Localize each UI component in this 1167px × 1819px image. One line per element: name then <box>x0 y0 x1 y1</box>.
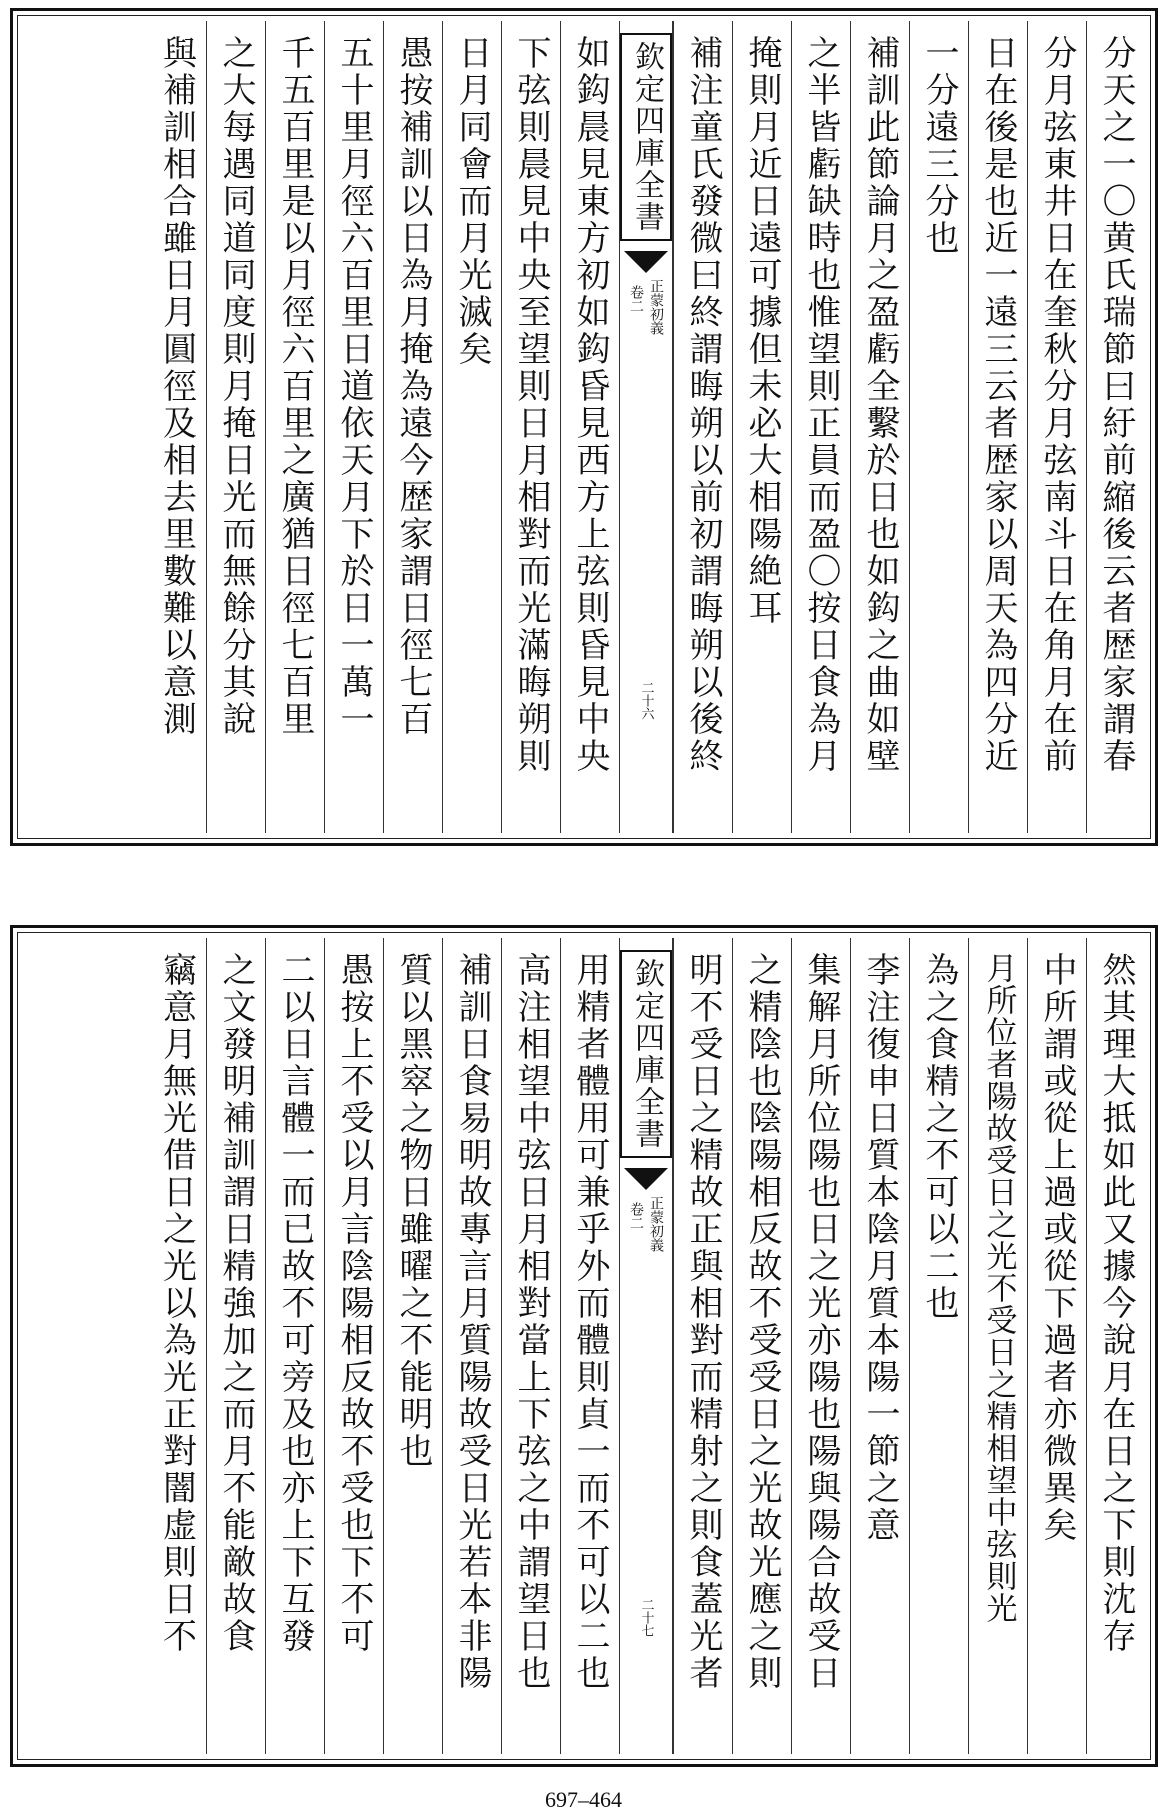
top-left-col-1: 如鈎晨見東方初如鈎昏見西方上弦則昏見中央 <box>560 21 619 833</box>
top-left-col-2: 下弦則晨見中央至望則日月相對而光滿晦朔則 <box>501 21 560 833</box>
bottom-right-col-7: 之精陰也陰陽相反故不受受日之光故光應之則 <box>732 938 791 1754</box>
top-right-col-1: 分天之一〇黄氏瑞節曰紆前縮後云者歴家謂春 <box>1086 21 1145 833</box>
top-right-col-5: 補訓此節論月之盈虧全繫於日也如鈎之曲如壁 <box>850 21 909 833</box>
bottom-page-columns <box>23 938 1145 1754</box>
bottom-header-title: 欽定四庫全書 <box>620 950 672 1158</box>
top-left-col-3: 日月同會而月光滅矣 <box>442 21 501 833</box>
bottom-center-column <box>619 938 673 1754</box>
top-center-column <box>619 21 673 833</box>
top-left-col-8: 與補訓相合雖日月圓徑及相去里數難以意測 <box>156 35 197 738</box>
top-right-col-6: 之半皆虧缺時也惟望則正員而盈〇按日食為月 <box>791 21 850 833</box>
bottom-fish-tail-mark <box>624 1168 668 1190</box>
bottom-right-col-2: 中所謂或從上過或從下過者亦微異矣 <box>1027 938 1086 1754</box>
top-fish-tail-mark <box>624 251 668 273</box>
bottom-left-col-3: 補訓日食易明故專言月質陽故受日光若本非陽 <box>442 938 501 1754</box>
bottom-right-col-4: 為之食精之不可以二也 <box>909 938 968 1754</box>
bottom-left-col-8: 竊意月無光借日之光以為光正對闇虚則日不 <box>156 952 197 1655</box>
bottom-header-book: 正蒙初義 <box>648 1196 664 1252</box>
top-page-columns <box>23 21 1145 833</box>
bottom-left-col-7: 之文發明補訓謂日精強加之而月不能敵故食 <box>206 938 265 1754</box>
bottom-right-col-6: 集解月所位陽也日之光亦陽也陽與陽合故受日 <box>791 938 850 1754</box>
top-header-volume: 卷二 <box>628 285 644 313</box>
bottom-right-col-1: 然其理大抵如此又據今說月在日之下則沈存 <box>1086 938 1145 1754</box>
footer-page-reference: 697–464 <box>545 1787 622 1812</box>
top-page-number: 二十六 <box>638 681 654 720</box>
top-header-book: 正蒙初義 <box>648 279 664 335</box>
bottom-left-col-1: 用精者體用可兼乎外而體則貞一而不可以二也 <box>560 938 619 1754</box>
top-right-col-2: 分月弦東井日在奎秋分月弦南斗日在角月在前 <box>1027 21 1086 833</box>
bottom-page <box>10 925 1158 1767</box>
bottom-right-col-5: 李注復申日質本陰月質本陽一節之意 <box>850 938 909 1754</box>
bottom-right-col-8: 明不受日之精故正與相對而精射之則食蓋光者 <box>673 938 732 1754</box>
bottom-left-col-4: 質以黑窣之物日雖曜之不能明也 <box>383 938 442 1754</box>
top-right-col-8: 補注童氏發微曰終謂晦朔以前初謂晦朔以後終 <box>673 21 732 833</box>
top-left-col-6: 千五百里是以月徑六百里之廣猶日徑七百里 <box>265 21 324 833</box>
top-right-col-4: 一分遠三分也 <box>909 21 968 833</box>
top-left-col-7: 之大每遇同道同度則月掩日光而無餘分其說 <box>206 21 265 833</box>
bottom-left-col-2: 高注相望中弦日月相對當上下弦之中謂望日也 <box>501 938 560 1754</box>
top-page <box>10 8 1158 846</box>
top-left-col-5: 五十里月徑六百里日道依天月下於日一萬一 <box>324 21 383 833</box>
bottom-header-volume: 卷二 <box>628 1202 644 1230</box>
top-header-title: 欽定四庫全書 <box>620 33 672 241</box>
bottom-page-number: 二十七 <box>638 1598 654 1637</box>
bottom-left-col-5: 愚按上不受以月言陰陽相反故不受也下不可 <box>324 938 383 1754</box>
bottom-right-col-3: 月所位者陽故受日之光不受日之精相望中弦則光 <box>968 938 1027 1754</box>
top-right-col-3: 日在後是也近一遠三云者歴家以周天為四分近 <box>968 21 1027 833</box>
top-right-col-7: 掩則月近日遠可據但未必大相陽絶耳 <box>732 21 791 833</box>
bottom-left-col-6: 二以日言體一而已故不可旁及也亦上下互發 <box>265 938 324 1754</box>
top-left-col-4: 愚按補訓以日為月掩為遠今歴家謂日徑七百 <box>383 21 442 833</box>
